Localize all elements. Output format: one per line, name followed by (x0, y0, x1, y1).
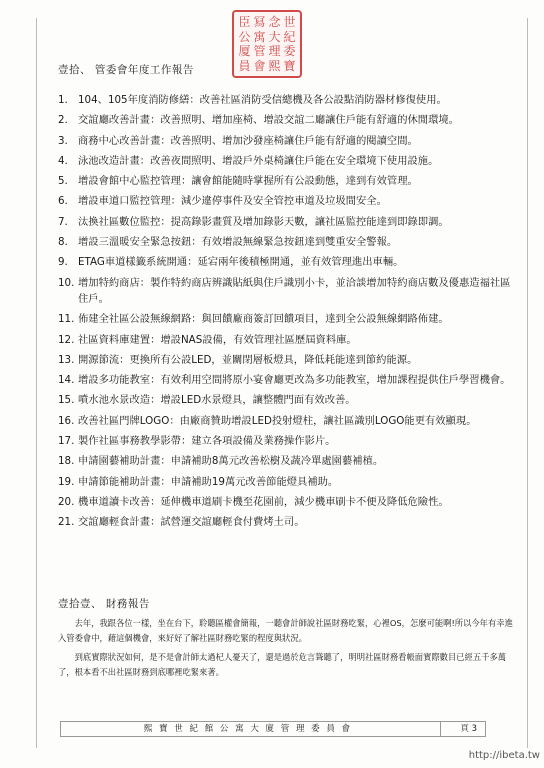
list-item-text: 增加特約商店：製作特約商店辨識貼紙與住戶識別小卡，並洽談增加特約商店數及優惠造福社區住戶。 (78, 276, 511, 305)
list-item (58, 392, 518, 408)
list-item-text: 泳池改造計畫：改善夜間照明、增設戶外桌椅讓住戶能在安全環境下使用設施。 (78, 154, 439, 167)
list-item-number: 4. (58, 154, 68, 167)
list-item-number: 7. (58, 215, 68, 228)
list-item-number: 12. (58, 333, 75, 346)
list-item-number: 13. (58, 353, 75, 366)
list-item-number: 11. (58, 313, 75, 326)
list-item-text: ETAG車道樣籤系統開通：延宕兩年後積極開通，並有效管理進出車輛。 (78, 256, 404, 269)
list-item-text: 汰換社區數位監控：提高錄影畫質及增加錄影天數，讓社區監控能達到即錄即調。 (78, 215, 449, 228)
list-item (58, 112, 518, 128)
list-item-number: 16. (58, 414, 75, 427)
seal-character: 管 (253, 44, 266, 59)
list-item-text: 申請園藝補助計畫：申請補助8萬元改善松樹及蔬冷單處園藝補植。 (78, 455, 384, 468)
footer-organization: 熙 寶 世 紀 館 公 寓 大 廈 管 理 委 員 會 (143, 724, 353, 734)
list-item-number: 14. (58, 374, 75, 387)
list-item (58, 133, 518, 149)
list-item-text: 交誼廳改善計畫：改善照明、增加座椅、增設交誼二廳讓住戶能有舒適的休閒環境。 (78, 114, 459, 127)
list-item-text: 增設會館中心監控管理：讓會館能隨時掌握所有公設動態，達到有效管理。 (78, 175, 418, 188)
list-item-text: 機車道讀卡改善：延伸機車道刷卡機至花園前，減少機車刷卡不便及降低危險性。 (78, 495, 449, 508)
list-item-text: 104、105年度消防修繕：改善社區消防受信總機及各公設點消防器材修復使用。 (78, 94, 447, 106)
section-title-financial-report: 壹拾壹、 財務報告 (58, 598, 150, 610)
list-item-text: 佈建全社區公設無線網路：與回饋廠商簽訂回饋項目，達到全公設無線網路佈建。 (78, 313, 449, 326)
list-item-number: 15. (58, 394, 75, 407)
list-item-text: 改善社區門牌LOGO：由廠商贊助增設LED投射燈柱，讓社區識別LOGO能更有效顯現。 (78, 414, 477, 427)
list-item-text: 噴水池水景改造：增設LED水景燈具，讓整體門面有效改善。 (78, 394, 356, 407)
list-item (58, 254, 518, 270)
list-item (58, 92, 518, 108)
list-item-text: 增設多功能教室：有效利用空間將原小宴會廳更改為多功能教室，增加課程提供住戶學習機會。 (78, 374, 511, 387)
list-item-number: 6. (58, 195, 68, 208)
list-item (58, 413, 518, 429)
list-item-number: 20. (58, 495, 75, 508)
list-item (58, 433, 518, 449)
work-report-list (58, 92, 518, 535)
list-item-text: 商務中心改善計畫：改善照明、增加沙發座椅讓住戶能有舒適的閱讀空間。 (78, 134, 418, 147)
list-item (58, 173, 518, 189)
page-footer (60, 721, 486, 737)
list-item-number: 21. (58, 516, 75, 529)
list-item-number: 9. (58, 256, 68, 269)
list-item-number: 3. (58, 134, 68, 147)
financial-paragraph: 到底實際狀況如何，是不是會計師太過杞人憂天了，還是過於危言聳聽了，明明社區財務看帳面實際數目已經五千多萬了，根本看不出社區財務到底哪裡吃緊來著。 (58, 652, 507, 677)
list-item (58, 352, 518, 368)
list-item-text: 申請節能補助計畫：申請補助19萬元改善節能燈具補助。 (78, 475, 339, 488)
seal-character: 厦 (238, 44, 251, 59)
list-item-text: 製作社區事務教學影帶：建立各項設備及業務操作影片。 (78, 435, 336, 448)
watermark: http://ibeta.tw (468, 750, 540, 761)
list-item-number: 19. (58, 475, 75, 488)
seal-character: 委 (283, 44, 296, 59)
list-item (58, 275, 518, 308)
list-item (58, 514, 518, 530)
list-item (58, 311, 518, 327)
list-item (58, 214, 518, 230)
seal-character: 世 (283, 15, 296, 30)
seal-character: 寶 (283, 58, 296, 73)
committee-seal (232, 10, 302, 78)
seal-character: 念 (268, 15, 281, 30)
page-number: 頁 3 (460, 724, 477, 734)
seal-character: 熙 (268, 58, 281, 73)
list-item-number: 18. (58, 455, 75, 468)
list-item (58, 453, 518, 469)
list-item (58, 234, 518, 250)
list-item (58, 153, 518, 169)
list-item (58, 494, 518, 510)
seal-character: 公 (238, 29, 251, 44)
seal-character: 冩 (253, 15, 266, 30)
list-item-text: 增設車道口監控管理：減少違停事件及安全管控車道及垃圾間安全。 (78, 195, 387, 208)
list-item (58, 474, 518, 490)
section-title-work-report: 壹拾、 管委會年度工作報告 (58, 64, 194, 76)
list-item (58, 193, 518, 209)
financial-paragraph: 去年，我跟各位一樣，坐在台下，聆聽區權會簡報，一聽會計師說社區財務吃緊，心裡OS，怎麼可能啊!所以今年有幸進入管委會中，藉這個機會，來好好了解社區財務吃緊的程度與狀況。 (58, 618, 513, 643)
seal-character: 員 (238, 58, 251, 73)
list-item-text: 交誼廳輕食計畫：試營運交誼廳輕食付費烤土司。 (78, 516, 305, 529)
seal-character: 大 (268, 29, 281, 44)
financial-report-body (58, 616, 518, 684)
seal-character: 寓 (253, 29, 266, 44)
list-item-number: 2. (58, 114, 68, 127)
list-item-text: 增設三溫暖安全緊急按鈕：有效增設無線緊急按鈕達到雙重安全警報。 (78, 236, 398, 249)
list-item-number: 1. (58, 94, 68, 106)
list-item-number: 8. (58, 236, 68, 249)
list-item-text: 社區資料庫建置：增設NAS設備，有效管理社區歷屆資料庫。 (78, 333, 357, 346)
seal-character: 會 (253, 58, 266, 73)
list-item-number: 5. (58, 175, 68, 188)
seal-character: 紀 (283, 29, 296, 44)
list-item-number: 17. (58, 435, 75, 448)
seal-character: 臣 (238, 15, 251, 30)
list-item-number: 10. (58, 276, 75, 289)
footer-divider (440, 722, 441, 736)
list-item (58, 372, 518, 388)
list-item-text: 開源節流：更換所有公設LED，並關閉層板燈具，降低耗能達到節約能源。 (78, 353, 418, 366)
list-item (58, 332, 518, 348)
seal-character: 理 (268, 44, 281, 59)
